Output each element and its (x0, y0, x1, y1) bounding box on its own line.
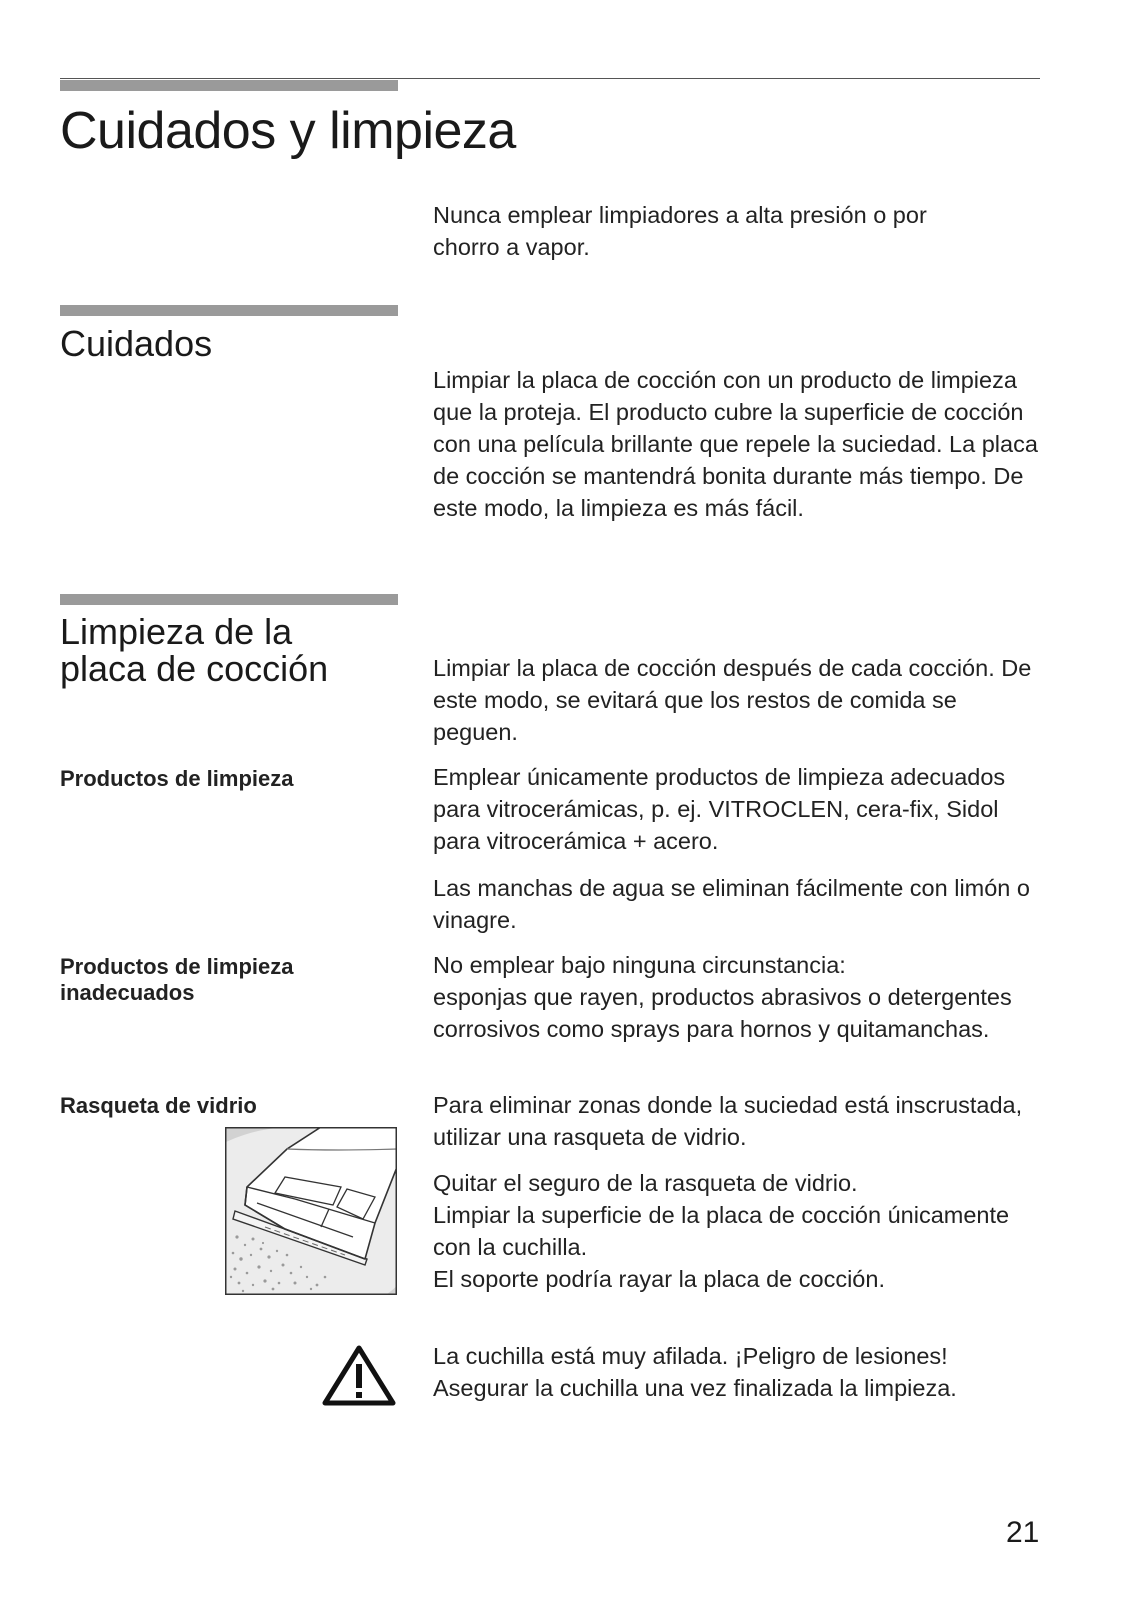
warning-line2: Asegurar la cuchilla una vez finalizada la limpieza. (433, 1375, 957, 1401)
limpieza-text: Limpiar la placa de cocción después de cada cocción. De este modo, se evitará que los restos de comida se peguen. (433, 655, 1032, 745)
label-productos: Productos de limpieza (60, 766, 294, 791)
rasqueta-step3: El soporte podría rayar la placa de cocción. (433, 1266, 885, 1292)
warning-icon (322, 1344, 396, 1406)
rasqueta-step1: Quitar el seguro de la rasqueta de vidrio. (433, 1170, 858, 1196)
heading-limpieza (60, 613, 328, 687)
scraper-illustration (225, 1127, 397, 1295)
rasqueta-paragraph: Para eliminar zonas donde la suciedad está inscrustada, utilizar una rasqueta de vidrio. (433, 1092, 1023, 1150)
heading-limpieza-line2: placa de cocción (60, 648, 329, 689)
page-title: Cuidados y limpieza (60, 102, 516, 160)
inadecuados-line1: No emplear bajo ninguna circunstancia: (433, 952, 846, 978)
intro-text: Nunca emplear limpiadores a alta presión o por chorro a vapor. (433, 202, 927, 260)
productos-paragraph-2: Las manchas de agua se eliminan fácilmente con limón o vinagre. (433, 875, 1030, 933)
cuidados-text: Limpiar la placa de cocción con un producto de limpieza que la proteja. El producto cubre la superficie de cocción con una película brillante que repele la suciedad. La placa de cocción se mantendrá bonita durante más tiempo. De este modo, la limpieza es más fácil. (433, 367, 1038, 521)
top-rule (60, 78, 1040, 79)
top-rule-accent (60, 80, 398, 91)
productos-paragraph: Emplear únicamente productos de limpieza adecuados para vitrocerámicas, p. ej. VITROCLEN, cera-fix, Sidol para vitrocerámica + acero. (433, 764, 1006, 854)
label-inadecuados-line1: Productos de limpieza (60, 954, 294, 979)
rasqueta-step2: Limpiar la superficie de la placa de cocción únicamente con la cuchilla. (433, 1202, 1010, 1260)
label-rasqueta: Rasqueta de vidrio (60, 1093, 257, 1118)
inadecuados-rest: esponjas que rayen, productos abrasivos o detergentes corrosivos como sprays para hornos y quitamanchas. (433, 984, 1012, 1042)
productos-text (433, 761, 1033, 936)
warning-text (433, 1340, 1053, 1404)
inadecuados-text (433, 949, 1033, 1045)
heading-cuidados: Cuidados (60, 323, 213, 364)
page-number: 21 (1006, 1516, 1040, 1549)
section-rule-cuidados (60, 305, 398, 316)
rasqueta-text (433, 1089, 1033, 1295)
label-inadecuados-line2: inadecuados (60, 980, 195, 1005)
section-rule-limpieza (60, 594, 398, 605)
label-inadecuados (60, 954, 294, 1006)
warning-line1: La cuchilla está muy afilada. ¡Peligro de lesiones! (433, 1343, 948, 1369)
heading-limpieza-line1: Limpieza de la (60, 611, 293, 652)
